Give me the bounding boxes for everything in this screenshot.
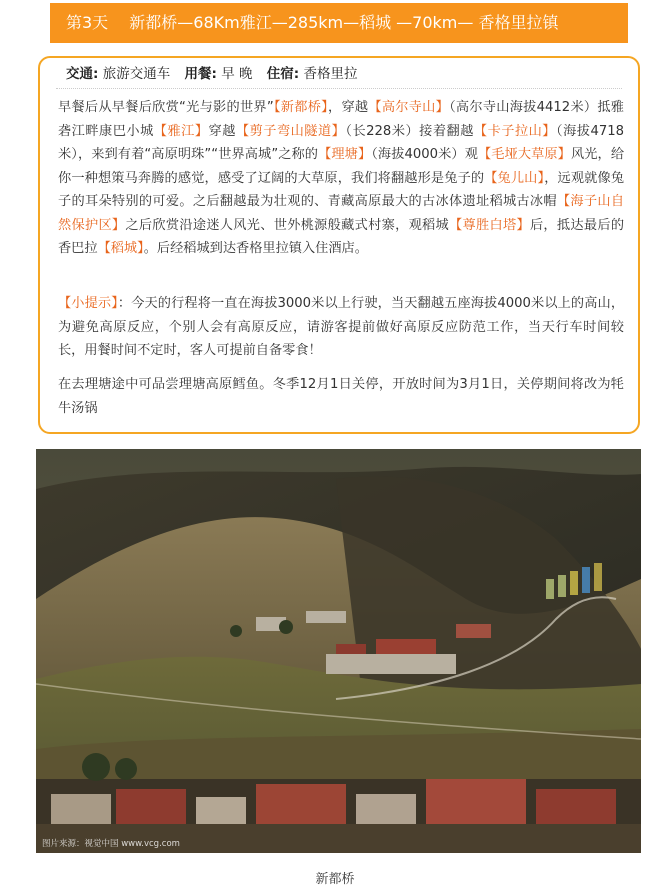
text-run: 穿越 (208, 123, 236, 139)
place-highlight: 【雅江】 (153, 123, 209, 139)
landscape-illustration (36, 449, 641, 853)
text-run: 之后欣赏沿途迷人风光、世外桃源般藏式村寨，观稻城 (125, 217, 450, 233)
text-run: 后，抵达最后的香巴拉 (58, 217, 625, 256)
text-run: 风光，给你一种想策马奔腾的感觉，感受了辽阔的大草原，我们将翻越形是兔子的 (58, 147, 625, 186)
place-highlight: 【海子山自然保护区】 (58, 194, 625, 233)
text-run: （高尔寺山海拔4412米）抵雅砻江畔康巴小城 (58, 100, 624, 139)
text-run: 。后经稻城到达香格里拉镇入住酒店。 (143, 241, 368, 256)
meta-row (66, 64, 368, 84)
photo-caption: 新都桥 (315, 872, 355, 887)
itinerary-box (38, 56, 640, 434)
place-highlight: 【高尔寺山】 (368, 100, 450, 115)
stay-label: 住宿: (266, 66, 300, 82)
meals-value: 早 晚 (221, 66, 253, 82)
itinerary-paragraph (58, 96, 624, 261)
place-highlight: 【尊胜白塔】 (449, 217, 530, 233)
transport-label: 交通: (66, 66, 99, 82)
place-highlight: 【毛垭大草原】 (477, 147, 571, 162)
text-run: ，穿越 (328, 100, 369, 115)
photo-watermark: 图片来源：视觉中国 www.vcg.com (42, 839, 180, 849)
text-run: 早餐后从早餐后欣赏“光与影的世界” (58, 100, 274, 115)
transport-value: 旅游交通车 (102, 66, 171, 82)
text-run: ：今天的行程将一直在海拔3000米以上行驶，当天翻越五座海拔4000米以上的高山，为避免高原反应，个别人会有高原反应，请游客提前做好高原反应防范工作，当天行车时间较长，用餐时间不定时，客人可提前自备零食！ (58, 296, 624, 358)
text-run: （海拔4000米）观 (371, 147, 478, 162)
place-highlight: 【新都桥】 (273, 100, 329, 115)
place-highlight: 【剪子弯山隧道】 (235, 123, 346, 139)
text-run: 在去理塘途中可品尝理塘高原鳕鱼。冬季12月1日关停，开放时间为3月1日，关停期间将改为牦牛汤锅 (58, 377, 624, 416)
divider (56, 88, 622, 89)
place-highlight: 【理塘】 (318, 147, 372, 162)
place-highlight: 【稻城】 (97, 241, 144, 256)
meals-label: 用餐: (184, 66, 217, 82)
tip-paragraph (58, 292, 624, 363)
place-highlight: 【兔儿山】 (484, 170, 545, 186)
note-paragraph (58, 373, 624, 420)
day-title: 第3天 新都桥—68Km雅江—285km—稻城 —70km— 香格里拉镇 (66, 13, 559, 32)
place-highlight: 【卡子拉山】 (473, 123, 556, 139)
stay-value: 香格里拉 (303, 66, 358, 82)
text-run: （海拔4718米），来到有着“高原明珠”“世界高城”之称的 (58, 123, 625, 162)
place-highlight: 【小提示】 (58, 296, 118, 311)
text-run: （长228米）接着翻越 (345, 123, 474, 139)
text-run: ，远观就像兔子的耳朵特别的可爱。之后翻越最为壮观的、青藏高原最大的古冰体遗址稻城古冰帽 (58, 170, 625, 209)
xinduqiao-photo (36, 449, 641, 853)
day-header (50, 3, 628, 43)
